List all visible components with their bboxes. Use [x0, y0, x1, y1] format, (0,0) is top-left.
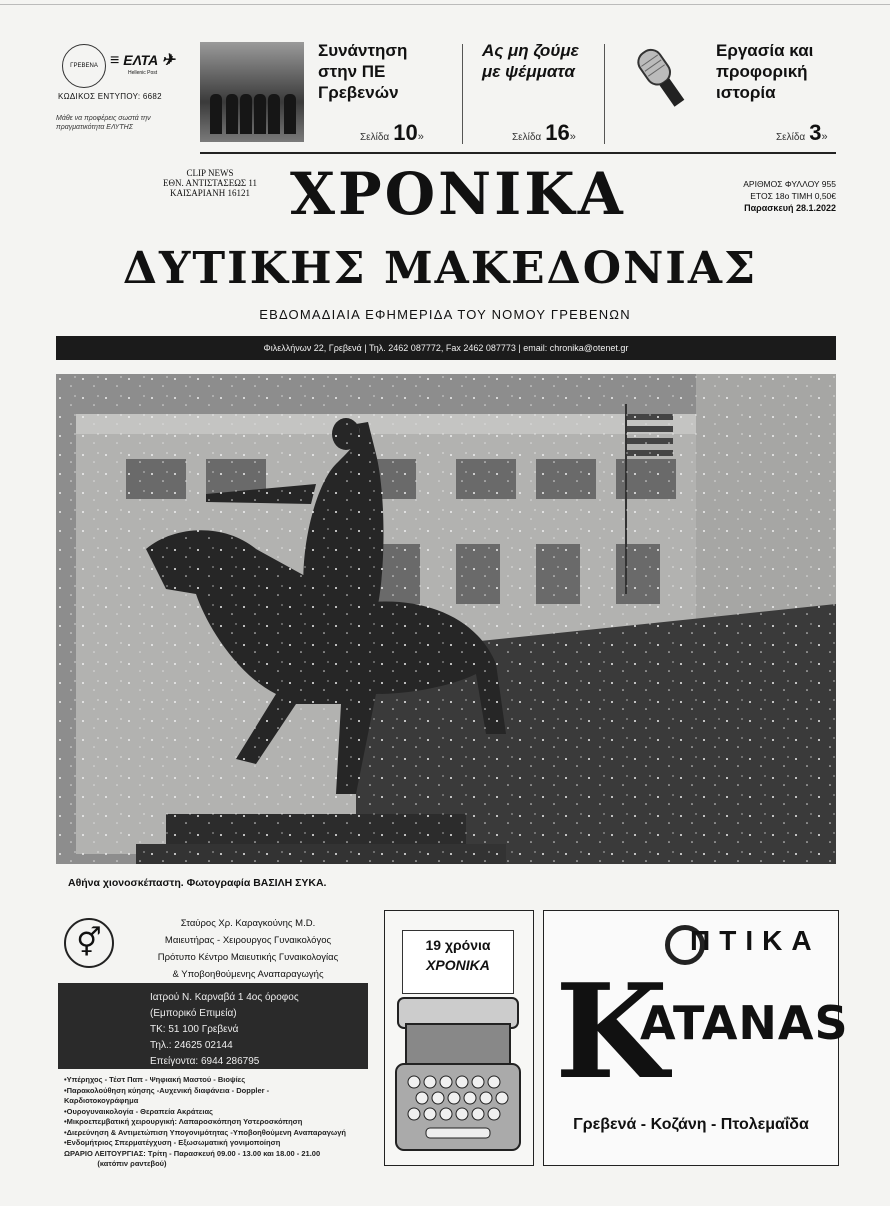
typewriter-icon: [392, 994, 524, 1158]
masthead-title: ΧΡΟΝΙΚΑ: [290, 160, 626, 228]
masthead-subtitle: ΕΒΔΟΜΑΔΙΑΙΑ ΕΦΗΜΕΡΙΔΑ ΤΟΥ ΝΟΜΟΥ ΓΡΕΒΕΝΩΝ: [259, 307, 631, 322]
optika-cities: Γρεβενά - Κοζάνη - Πτολεμαΐδα: [573, 1116, 809, 1133]
doctor-center: Πρότυπο Κέντρο Μαιευτικής Γυναικολογίας: [157, 952, 339, 963]
slogan: Μάθε να προφέρεις σωστά την πραγματικότητα ΕΛΥΤΗΣ: [56, 115, 151, 131]
microphone-icon: [620, 44, 700, 114]
doctor-center-sub: & Υποβοηθούμενης Αναπαραγωγής: [172, 969, 324, 980]
doctor-name: Σταύρος Χρ. Καραγκούνης M.D.: [180, 918, 316, 929]
postal-seal: ΓΡΕΒΕΝΑ: [62, 44, 106, 88]
divider: [462, 44, 463, 144]
top-border: [0, 4, 890, 5]
issue-info: [680, 178, 836, 214]
teaser-title-history[interactable]: Εργασία και προφορική ιστορία: [716, 41, 814, 102]
page-label: Σελίδα: [776, 132, 806, 143]
arrow-icon: »: [417, 131, 424, 143]
doctor-services: •Υπέρηχος - Τέστ Παπ - Ψηφιακή Μαστού - Βιοψίες •Παρακολούθηση κύησης -Αυχενική διαφάνεια - Doppler - Καρδιοτοκογράφημα •Ουρογυναικολογία - Θεραπεία Ακράτειας •Μικροεπεμβατική χειρουργική: Λαπαροσκόπηση Υστεροσκόπηση •Διερεύνηση & Αντιμετώπιση Υπογονιμότητας -Υποβοηθούμενη Αναπαραγωγή •Ενδομήτριος Σπερματέγχυση - Εξωσωματική γονιμοποίηση ΩΡΑΡΙΟ ΛΕΙΤΟΥΡΓΙΑΣ: Τρίτη - Παρασκευή 09.00 - 13.00 και 18.00 - 21.00 (κατόπιν ραντεβού): [64, 1075, 347, 1168]
doctor-specialty: Μαιευτήρας - Χειρουργος Γυναικολόγος: [164, 935, 332, 946]
statue-photo-illustration: [56, 374, 836, 864]
page-label: Σελίδα: [360, 132, 390, 143]
teaser-page-history[interactable]: [776, 120, 828, 146]
contact-bar: Φιλελλήνων 22, Γρεβενά | Τηλ. 2462 087772, Fax 2462 087773 | email: chronika@otenet.gr: [56, 336, 836, 360]
postal-code: ΚΩΔΙΚΟΣ ΕΝΤΥΠΟΥ: 6682: [58, 92, 162, 101]
katanas-name: ATANAS: [640, 996, 849, 1050]
gender-symbol-icon: ⚥: [64, 918, 114, 968]
page-number: 16: [545, 120, 570, 145]
photo-caption: Αθήνα χιονοσκέπαστη. Φωτογραφία ΒΑΣΙΛΗ ΣΥΚΑ.: [68, 877, 327, 889]
header-rule: [200, 152, 836, 154]
teaser-title-lies[interactable]: Ας μη ζούμε με ψέμματα: [482, 41, 579, 81]
doctor-address: Ιατρού Ν. Καρναβά 1 4ος όροφος (Εμπορικό Επιμεία) ΤΚ: 51 100 Γρεβενά Τηλ.: 24625 02144 Επείγοντα: 6944 286795: [150, 992, 299, 1067]
clip-news-stamp: CLIP NEWS ΕΘΝ. ΑΝΤΙΣΤΑΣΕΩΣ 11 ΚΑΙΣΑΡΙΑΝΗ 16121: [162, 168, 258, 198]
issue-number: ΑΡΙΘΜΟΣ ΦΥΛΛΟΥ 955: [743, 179, 836, 189]
masthead-region: ΔΥΤΙΚΗΣ ΜΑΚΕΔΟΝΙΑΣ: [122, 243, 758, 294]
teaser-title-meeting[interactable]: Συνάντηση στην ΠΕ Γρεβενών: [318, 41, 408, 102]
arrow-icon: »: [569, 131, 576, 143]
page-label: Σελίδα: [512, 132, 542, 143]
anniversary-note: 19 χρόνια ΧΡΟΝΙΚΑ: [402, 930, 514, 994]
elta-subtitle: Hellenic Post: [128, 70, 158, 76]
teaser-page-lies[interactable]: [512, 120, 576, 146]
doctor-ad-header: [130, 915, 366, 983]
page-number: 10: [393, 120, 418, 145]
arrow-icon: »: [821, 131, 828, 143]
divider: [604, 44, 605, 144]
katanas-k: K: [555, 955, 668, 1108]
teaser-page-meeting[interactable]: [360, 120, 424, 146]
year-price: ΕΤΟΣ 18ο ΤΙΜΗ 0,50€: [750, 191, 836, 201]
optika-word: ΠΤΙΚΑ: [690, 925, 821, 956]
page-number: 3: [809, 120, 822, 145]
issue-date: Παρασκευή 28.1.2022: [744, 203, 836, 213]
teaser-photo-meeting[interactable]: [200, 42, 304, 142]
main-photo[interactable]: [56, 374, 836, 864]
elta-logo: ≡ ΕΛΤΑ ✈: [110, 52, 176, 69]
